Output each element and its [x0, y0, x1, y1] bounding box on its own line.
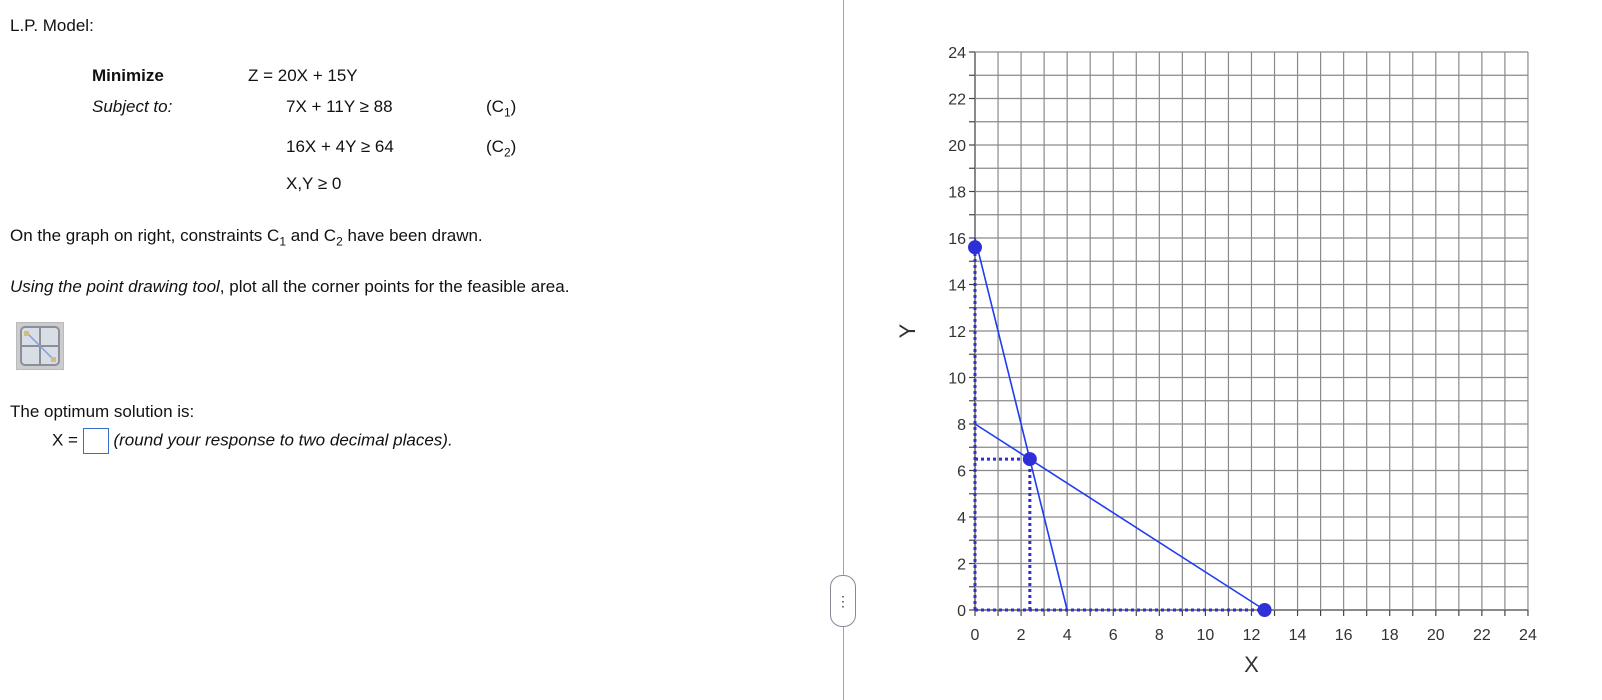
y-tick-label: 20	[948, 138, 966, 155]
subject-to-label: Subject to:	[92, 97, 173, 116]
x-hint: (round your response to two decimal places).	[113, 430, 453, 450]
x-tick-label: 20	[1426, 627, 1445, 644]
x-tick-label: 18	[1380, 627, 1399, 644]
constraint-2-tag: $(C_2)$	[486, 137, 517, 160]
x-tick-label: 24	[1519, 627, 1537, 644]
y-tick-label: 0	[957, 603, 966, 620]
nonnegativity: X,Y ≥ 0	[286, 174, 342, 193]
x-tick-label: 6	[1108, 627, 1118, 644]
corner-point[interactable]	[1258, 603, 1272, 617]
y-tick-label: 8	[957, 417, 966, 434]
pane-resize-handle[interactable]: ⋮	[830, 575, 856, 627]
corner-point[interactable]	[968, 240, 982, 254]
x-tick-label: 10	[1196, 627, 1215, 644]
objective-expr: Z = 20X + 15Y	[248, 66, 358, 85]
y-tick-label: 12	[948, 324, 966, 341]
x-axis-label: X	[1244, 652, 1259, 677]
objective-label: Minimize	[92, 66, 164, 85]
y-tick-label: 4	[957, 510, 966, 527]
constraint-1-tag: $(C_1)$	[486, 97, 517, 120]
y-tick-label: 10	[948, 370, 966, 388]
y-tick-label: 16	[948, 231, 966, 248]
y-tick-label: 2	[957, 556, 966, 574]
y-axis-label: Y	[895, 323, 920, 339]
y-tick-label: 6	[957, 463, 966, 481]
x-tick-label: 14	[1288, 627, 1307, 644]
x-label: X =	[52, 430, 78, 450]
x-tick-label: 0	[970, 627, 980, 644]
x-tick-label: 4	[1062, 627, 1072, 644]
x-tick-label: 2	[1016, 627, 1026, 644]
x-tick-label: 12	[1242, 627, 1261, 644]
model-title: L.P. Model:	[10, 16, 94, 35]
optimum-label: The optimum solution is:	[10, 402, 195, 421]
x-tick-label: 16	[1334, 627, 1353, 644]
instruction-text: Using the point drawing tool, plot all the corner points for the feasible area.	[10, 277, 570, 296]
x-tick-label: 22	[1472, 627, 1491, 644]
info-text: On the graph on right, constraints $C_1$ and $C_2$ have been drawn.	[10, 226, 483, 249]
corner-point[interactable]	[1023, 452, 1037, 466]
constraint-2: 16X + 4Y ≥ 64	[286, 137, 394, 156]
y-tick-label: 14	[948, 277, 966, 295]
y-tick-label: 22	[948, 91, 966, 109]
y-tick-label: 18	[948, 184, 966, 202]
y-tick-label: 24	[948, 45, 966, 62]
x-tick-label: 8	[1154, 627, 1164, 644]
constraint-1: 7X + 11Y ≥ 88	[286, 97, 393, 116]
